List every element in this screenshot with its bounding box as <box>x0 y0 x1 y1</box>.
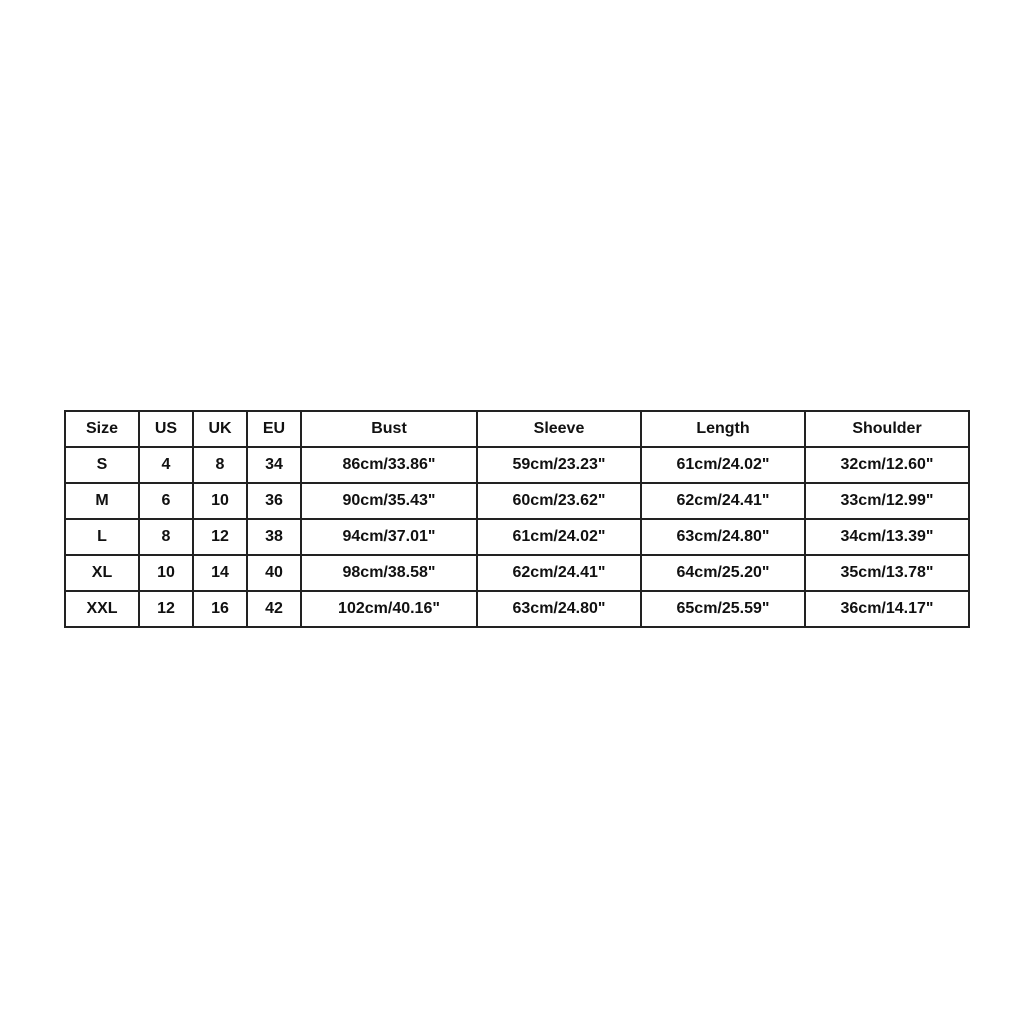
cell-eu: 36 <box>247 483 301 519</box>
header-size: Size <box>65 411 139 447</box>
cell-bust: 86cm/33.86" <box>301 447 477 483</box>
cell-shoulder: 34cm/13.39" <box>805 519 969 555</box>
cell-us: 8 <box>139 519 193 555</box>
header-us: US <box>139 411 193 447</box>
cell-size: L <box>65 519 139 555</box>
cell-length: 63cm/24.80" <box>641 519 805 555</box>
cell-size: S <box>65 447 139 483</box>
cell-size: M <box>65 483 139 519</box>
cell-eu: 40 <box>247 555 301 591</box>
cell-bust: 94cm/37.01" <box>301 519 477 555</box>
cell-bust: 102cm/40.16" <box>301 591 477 627</box>
header-uk: UK <box>193 411 247 447</box>
cell-sleeve: 62cm/24.41" <box>477 555 641 591</box>
cell-size: XL <box>65 555 139 591</box>
cell-eu: 42 <box>247 591 301 627</box>
header-shoulder: Shoulder <box>805 411 969 447</box>
cell-size: XXL <box>65 591 139 627</box>
cell-us: 12 <box>139 591 193 627</box>
header-eu: EU <box>247 411 301 447</box>
header-bust: Bust <box>301 411 477 447</box>
cell-sleeve: 61cm/24.02" <box>477 519 641 555</box>
cell-length: 64cm/25.20" <box>641 555 805 591</box>
cell-uk: 12 <box>193 519 247 555</box>
table-row <box>65 447 969 483</box>
cell-us: 4 <box>139 447 193 483</box>
cell-uk: 16 <box>193 591 247 627</box>
cell-us: 6 <box>139 483 193 519</box>
table-row <box>65 555 969 591</box>
cell-length: 65cm/25.59" <box>641 591 805 627</box>
cell-shoulder: 36cm/14.17" <box>805 591 969 627</box>
cell-sleeve: 59cm/23.23" <box>477 447 641 483</box>
cell-length: 61cm/24.02" <box>641 447 805 483</box>
cell-eu: 38 <box>247 519 301 555</box>
cell-bust: 90cm/35.43" <box>301 483 477 519</box>
header-sleeve: Sleeve <box>477 411 641 447</box>
table-row <box>65 483 969 519</box>
cell-sleeve: 63cm/24.80" <box>477 591 641 627</box>
cell-shoulder: 33cm/12.99" <box>805 483 969 519</box>
cell-us: 10 <box>139 555 193 591</box>
header-length: Length <box>641 411 805 447</box>
table-row <box>65 519 969 555</box>
cell-uk: 14 <box>193 555 247 591</box>
cell-eu: 34 <box>247 447 301 483</box>
cell-length: 62cm/24.41" <box>641 483 805 519</box>
cell-sleeve: 60cm/23.62" <box>477 483 641 519</box>
table-row <box>65 591 969 627</box>
cell-bust: 98cm/38.58" <box>301 555 477 591</box>
size-chart-table <box>64 410 970 628</box>
cell-uk: 8 <box>193 447 247 483</box>
header-row <box>65 411 969 447</box>
cell-shoulder: 32cm/12.60" <box>805 447 969 483</box>
cell-uk: 10 <box>193 483 247 519</box>
cell-shoulder: 35cm/13.78" <box>805 555 969 591</box>
